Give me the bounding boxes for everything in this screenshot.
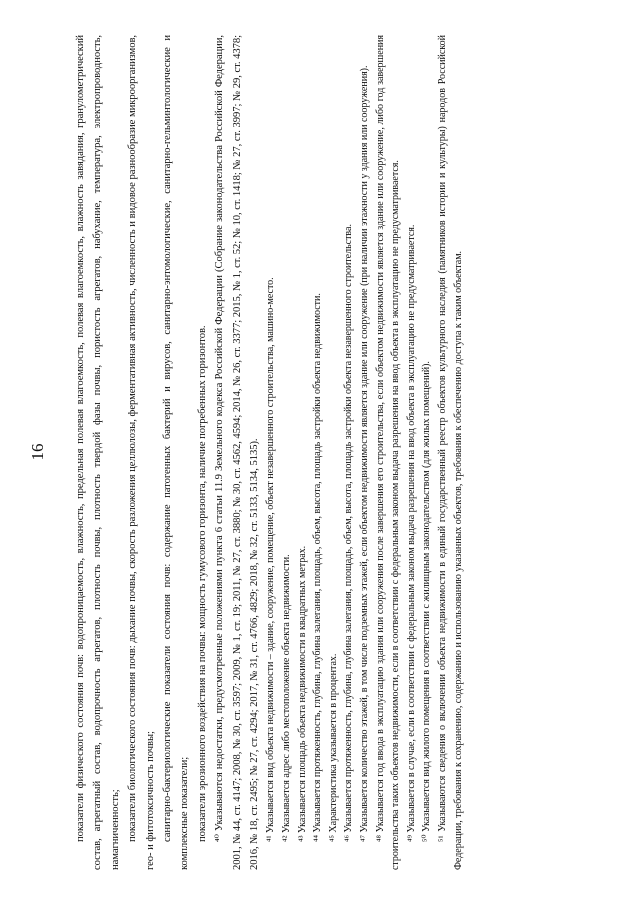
body-paragraph: показатели эрозионного воздействия на почвы: мощность гумусового горизонта, наличие погребенных горизонтов.: [196, 325, 208, 842]
page-number: 16: [28, 443, 47, 461]
footnote-paragraph: ⁴¹ Указывается вид объекта недвижимости – здание, сооружение, помещение, объект незавершенного строительства, машино-место.: [265, 277, 277, 842]
body-paragraph: показатели биологического состояния почв: дыхание почвы, скорость разложения целлюлозы, ферментативная активность, численность и видовое разнообразие микроорганизмов, гео- и фитотоксичность почвы;: [127, 35, 156, 870]
footnote-paragraph: ⁴⁷ Указывается количество этажей, в том числе подземных этажей, если объектом недвижимости является здание или сооружение (при наличии этажности у здания или сооружения).: [359, 65, 371, 842]
footnote-paragraph: ⁴³ Указывается площадь объекта недвижимости в квадратных метрах.: [296, 545, 308, 842]
footnote-paragraph: ⁵¹ Указываются сведения о включении объекта недвижимости в единый государственный реестр объектов культурного наследия (памятников истории и культуры) народов Российской Федерации, требования к сохранению, содержанию и использованию указанных объектов, требования к обеспечению доступа к таким объектам.: [437, 35, 464, 870]
body-paragraph: ⁴⁰ Указываются недостатки, предусмотренные положениями пункта 6 статьи 11.9 Земельного кодекса Российской Федерации (Собрание законодательства Российской Федерации, 2001, № 44, ст. 4147; 2008, № 30, ст. 3597; 2009, № 1, ст. 19; 2011, № 27, ст. 3880; № 30, ст. 4562, 4594; 2014, № 26, ст. 3377; 2015, № 1, ст. 52; № 10, ст. 1418; № 27, ст. 3997; № 29, ст. 4378; 2016, № 18, ст. 2495; № 27, ст. 4294; 2017, № 31, ст. 4766, 4829; 2018, № 32, ст. 5133, 5134, 5135).: [214, 35, 261, 870]
footnote-paragraph: ⁴⁴ Указывается протяженность, глубина, глубина залегания, площадь, объем, высота, площадь застройки объекта недвижимости.: [312, 293, 324, 842]
footnote-paragraph: ⁵⁰ Указывается вид жилого помещения в соответствии с жилищным законодательством (для жилых помещений).: [421, 361, 433, 842]
footnote-paragraph: ⁴² Указывается адрес либо местоположение объекта недвижимости.: [281, 554, 293, 842]
footnote-paragraph: ⁴⁶ Указывается протяженность, глубина, глубина залегания, площадь, объем, высота, площадь застройки объекта незавершенного строительства.: [343, 224, 355, 842]
document-text: [72, 35, 466, 870]
body-paragraph: показатели физического состояния почв: водопроницаемость, влажность, предельная полевая влагоемкость, полевая влагоемкость, влажность завядания, гранулометрический состав, агрегатный состав, водопрочность агрегатов, плотность почвы, плотность твердой фазы почвы, пористость агрегатов, набухание, температура, электропроводность, намагниченность;: [75, 35, 121, 870]
rotated-page-body: [72, 35, 632, 870]
body-paragraph: санитарно-бактериологические показатели состояния почв: содержание патогенных бактерий и вирусов, санитарно-энтомологические, санитарно-гельминтологические и комплексные показатели;: [162, 35, 191, 870]
footnote-paragraph: ⁴⁵ Характеристика указывается в процентах.: [327, 653, 339, 842]
footnote-paragraph: ⁴⁸ Указывается год ввода в эксплуатацию здания или сооружения после завершения его строительства, если объектом недвижимости является здание или сооружение, либо год завершения строительства таких объектов недвижимости, если в соответствии с федеральным законом выдача разрешения на ввод объекта в эксплуатацию не предусматривается.: [374, 35, 402, 870]
footnote-paragraph: ⁴⁹ Указывается в случае, если в соответствии с федеральным законом выдача разрешения на ввод объекта в эксплуатацию не предусматривается.: [405, 224, 417, 842]
